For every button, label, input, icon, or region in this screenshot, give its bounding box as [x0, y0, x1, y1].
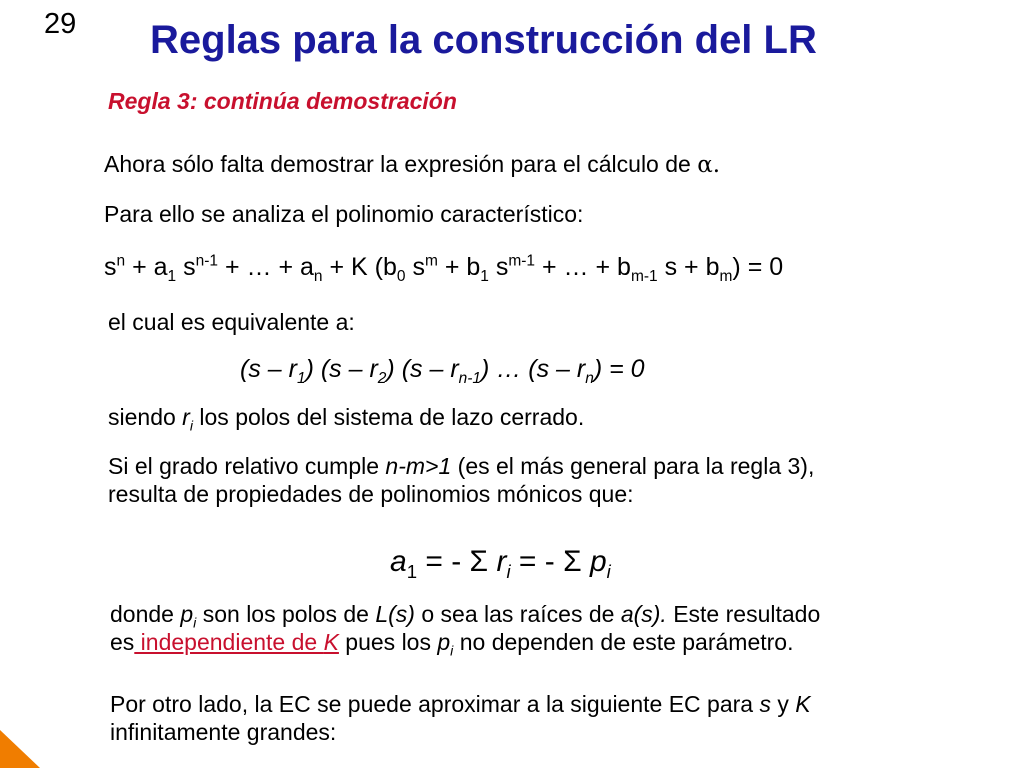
- alpha-symbol: α.: [697, 152, 721, 178]
- slide-subtitle: Regla 3: continúa demostración: [108, 88, 457, 114]
- paragraph-poles: siendo $r_i$ los polos del sistema de lazo cerrado.: [108, 404, 585, 435]
- paragraph-alpha: [104, 150, 720, 179]
- characteristic-equation: $s^n + a_1$ $s^{n-1}$ + … + $a_n + K$ ($b_0$ $s^m + b_1$ $s^{m-1}$ + … + $b_{m-1}$ $s + b_m) = 0$: [104, 252, 784, 285]
- factored-equation: $(s - r_1)$ $(s - r_2)$ $(s - r_{n-1})$ … $(s - r_n) = 0$: [240, 355, 645, 387]
- paragraph-text: Ahora sólo falta demostrar la expresión para el cálculo de: [104, 151, 698, 177]
- paragraph-approximation: Por otro lado, la EC se puede aproximar a la siguiente EC para s y K infinitamente grandes:: [110, 691, 811, 745]
- paragraph-relative-degree: Si el grado relativo cumple n-m>1 (es el más general para la regla 3), resulta de propiedades de polinomios mónicos que:: [108, 453, 815, 507]
- sum-equation: $a_1$ = - Σ $r_i$ = - Σ $p_i$: [390, 545, 611, 582]
- slide-title: Reglas para la construcción del LR: [150, 18, 817, 62]
- paragraph-equivalent: el cual es equivalente a:: [108, 309, 355, 335]
- paragraph-result: donde $p_i$ son los polos de L(s) o sea las raíces de a(s). Este resultado es independiente de K pues los $p_i$ no dependen de este parámetro.: [110, 601, 821, 660]
- slide-number: 29: [44, 8, 77, 40]
- paragraph-polynomial-intro: Para ello se analiza el polinomio característico:: [104, 201, 584, 227]
- highlight-independent: independiente de K: [134, 629, 339, 655]
- corner-decoration-icon: [0, 730, 40, 768]
